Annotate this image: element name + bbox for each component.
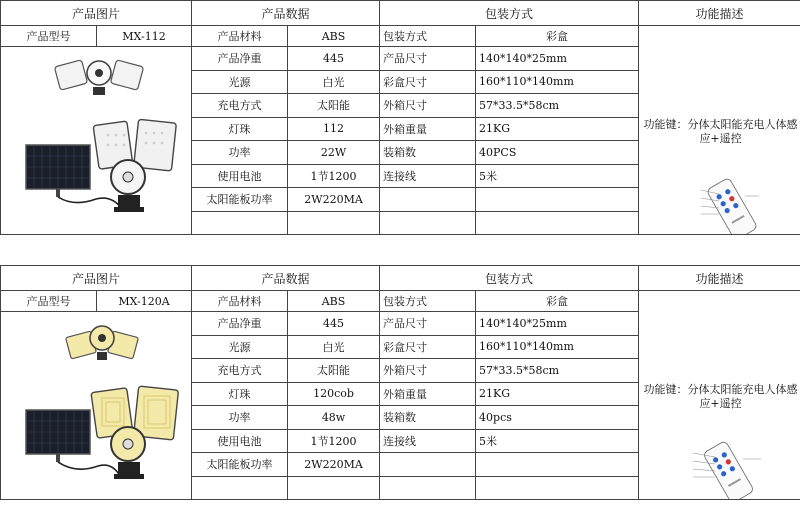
- value-carton-size: 57*33.5*58cm: [476, 94, 639, 118]
- empty-cell: [288, 211, 380, 235]
- value-pack-qty: 40pcs: [476, 406, 639, 430]
- label-pack-qty: 装箱数: [380, 406, 476, 430]
- value-model: MX-120A: [97, 291, 192, 312]
- product-image-mx-120a: [4, 312, 192, 499]
- value-box-size: 160*110*140mm: [476, 335, 639, 359]
- value-power: 48w: [288, 406, 380, 430]
- label-material: 产品材料: [192, 291, 288, 312]
- function-cell: [639, 26, 800, 235]
- value-box-size: 160*110*140mm: [476, 70, 639, 94]
- label-power: 功率: [192, 141, 288, 165]
- empty-cell: [476, 476, 639, 500]
- label-panel-power: 太阳能板功率: [192, 188, 288, 212]
- label-cable: 连接线: [380, 164, 476, 188]
- value-charging: 太阳能: [288, 94, 380, 118]
- label-model: 产品型号: [1, 26, 97, 47]
- label-cable: 连接线: [380, 429, 476, 453]
- value-product-size: 140*140*25mm: [476, 47, 639, 71]
- value-panel-power: 2W220MA: [288, 453, 380, 477]
- value-carton-weight: 21KG: [476, 382, 639, 406]
- empty-cell: [192, 211, 288, 235]
- remote-control-image: [689, 439, 769, 500]
- value-light-source: 白光: [288, 335, 380, 359]
- spec-table-1: [0, 0, 800, 235]
- value-carton-weight: 21KG: [476, 117, 639, 141]
- label-carton-size: 外箱尺寸: [380, 359, 476, 383]
- empty-cell: [380, 188, 476, 212]
- value-battery: 1节1200: [288, 164, 380, 188]
- value-cable: 5米: [476, 164, 639, 188]
- label-carton-weight: 外箱重量: [380, 382, 476, 406]
- value-carton-size: 57*33.5*58cm: [476, 359, 639, 383]
- value-panel-power: 2W220MA: [288, 188, 380, 212]
- product-image-cell: [1, 47, 192, 235]
- label-product-size: 产品尺寸: [380, 312, 476, 336]
- header-data: 产品数据: [192, 1, 380, 26]
- header-function: 功能描述: [639, 1, 800, 26]
- value-material: ABS: [288, 26, 380, 47]
- value-net-weight: 445: [288, 312, 380, 336]
- value-pack-qty: 40PCS: [476, 141, 639, 165]
- empty-cell: [380, 476, 476, 500]
- label-model: 产品型号: [1, 291, 97, 312]
- label-battery: 使用电池: [192, 164, 288, 188]
- header-packaging: 包装方式: [380, 1, 639, 26]
- product-image-mx-112: [4, 47, 192, 234]
- label-charging: 充电方式: [192, 94, 288, 118]
- empty-cell: [476, 453, 639, 477]
- label-material: 产品材料: [192, 26, 288, 47]
- label-power: 功率: [192, 406, 288, 430]
- product-image-cell: [1, 312, 192, 500]
- label-beads: 灯珠: [192, 117, 288, 141]
- label-net-weight: 产品净重: [192, 47, 288, 71]
- label-pack-method: 包装方式: [380, 26, 476, 47]
- empty-cell: [476, 211, 639, 235]
- product-sheet-2: [0, 265, 800, 500]
- header-packaging: 包装方式: [380, 266, 639, 291]
- value-beads: 120cob: [288, 382, 380, 406]
- header-data: 产品数据: [192, 266, 380, 291]
- empty-cell: [476, 188, 639, 212]
- header-image: 产品图片: [1, 1, 192, 26]
- empty-cell: [380, 211, 476, 235]
- label-pack-method: 包装方式: [380, 291, 476, 312]
- label-beads: 灯珠: [192, 382, 288, 406]
- value-model: MX-112: [97, 26, 192, 47]
- value-pack-method: 彩盒: [476, 26, 639, 47]
- label-box-size: 彩盒尺寸: [380, 335, 476, 359]
- label-battery: 使用电池: [192, 429, 288, 453]
- remote-control-image: [697, 174, 767, 235]
- label-product-size: 产品尺寸: [380, 47, 476, 71]
- header-function: 功能描述: [639, 266, 800, 291]
- value-material: ABS: [288, 291, 380, 312]
- value-beads: 112: [288, 117, 380, 141]
- spec-table-2: [0, 265, 800, 500]
- value-pack-method: 彩盒: [476, 291, 639, 312]
- header-image: 产品图片: [1, 266, 192, 291]
- product-sheet-1: [0, 0, 800, 235]
- label-box-size: 彩盒尺寸: [380, 70, 476, 94]
- empty-cell: [288, 476, 380, 500]
- label-net-weight: 产品净重: [192, 312, 288, 336]
- value-power: 22W: [288, 141, 380, 165]
- value-battery: 1节1200: [288, 429, 380, 453]
- empty-cell: [380, 453, 476, 477]
- label-panel-power: 太阳能板功率: [192, 453, 288, 477]
- value-cable: 5米: [476, 429, 639, 453]
- function-text: 功能键：分体太阳能充电人体感应+遥控: [643, 383, 798, 410]
- value-charging: 太阳能: [288, 359, 380, 383]
- label-light-source: 光源: [192, 70, 288, 94]
- function-cell: [639, 291, 800, 500]
- value-net-weight: 445: [288, 47, 380, 71]
- label-charging: 充电方式: [192, 359, 288, 383]
- value-product-size: 140*140*25mm: [476, 312, 639, 336]
- label-pack-qty: 装箱数: [380, 141, 476, 165]
- function-text: 功能键：分体太阳能充电人体感应+遥控: [643, 118, 798, 145]
- empty-cell: [192, 476, 288, 500]
- value-light-source: 白光: [288, 70, 380, 94]
- label-light-source: 光源: [192, 335, 288, 359]
- label-carton-size: 外箱尺寸: [380, 94, 476, 118]
- label-carton-weight: 外箱重量: [380, 117, 476, 141]
